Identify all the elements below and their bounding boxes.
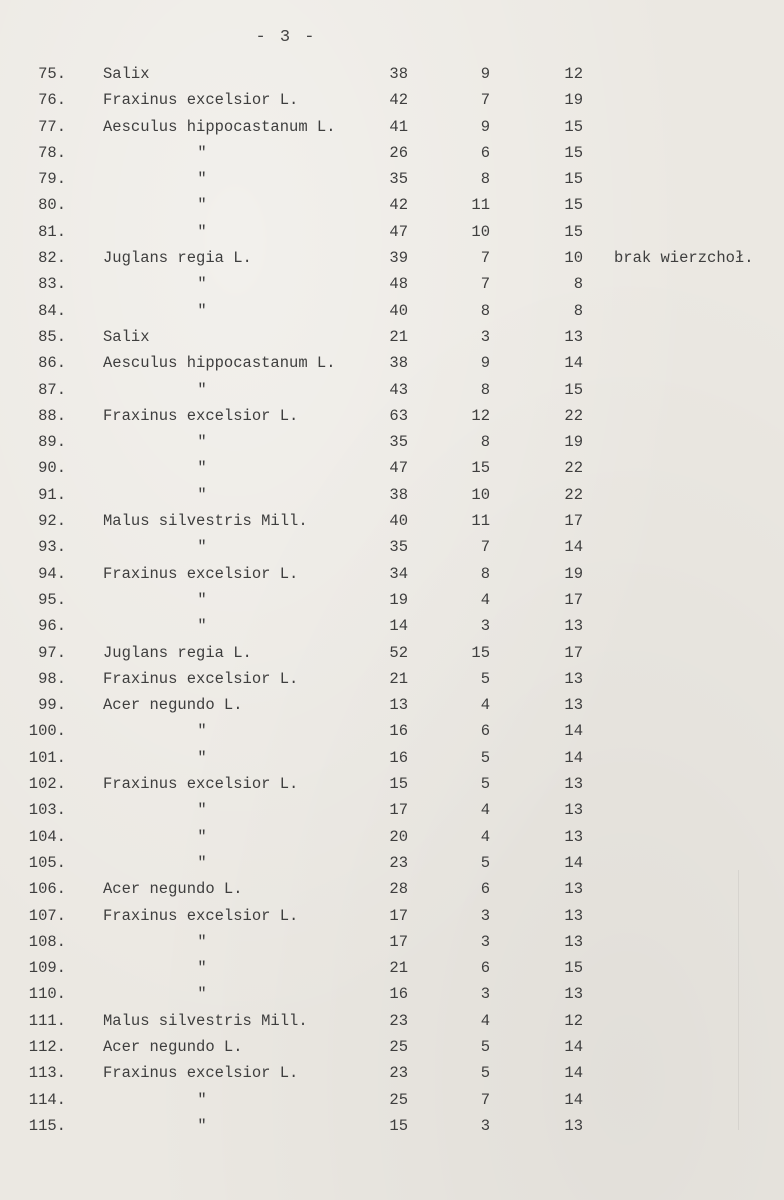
table-row <box>0 326 784 352</box>
value-col-3: 14 <box>564 1037 583 1056</box>
row-number: 76. <box>38 91 66 110</box>
value-col-2: 8 <box>480 380 490 399</box>
value-col-3: 13 <box>564 327 583 346</box>
value-col-3: 15 <box>564 143 583 162</box>
row-number: 111. <box>28 1011 66 1030</box>
value-col-2: 11 <box>471 512 490 531</box>
value-col-2: 5 <box>480 1037 490 1056</box>
table-row <box>0 1010 784 1036</box>
value-col-1: 42 <box>389 196 408 215</box>
value-col-3: 17 <box>564 590 583 609</box>
ditto-mark: " <box>197 222 207 241</box>
value-col-1: 52 <box>389 643 408 662</box>
value-col-2: 3 <box>480 906 490 925</box>
ditto-mark: " <box>197 196 207 215</box>
row-number: 87. <box>38 380 66 399</box>
species-name: Juglans regia L. <box>103 643 252 662</box>
value-col-2: 9 <box>480 65 490 83</box>
row-number: 106. <box>28 880 66 899</box>
value-col-3: 13 <box>564 775 583 794</box>
value-col-1: 34 <box>389 564 408 583</box>
row-number: 97. <box>38 643 66 662</box>
value-col-1: 16 <box>389 722 408 741</box>
ditto-mark: " <box>197 143 207 162</box>
species-name: Malus silvestris Mill. <box>103 512 308 531</box>
table-row <box>0 668 784 694</box>
value-col-3: 13 <box>564 1116 583 1135</box>
row-number: 99. <box>38 696 66 715</box>
row-number: 92. <box>38 512 66 531</box>
value-col-1: 13 <box>389 696 408 715</box>
value-col-2: 3 <box>480 985 490 1004</box>
table-row <box>0 1115 784 1141</box>
value-col-2: 8 <box>480 564 490 583</box>
value-col-2: 3 <box>480 932 490 951</box>
value-col-3: 22 <box>564 485 583 504</box>
ditto-mark: " <box>197 1116 207 1135</box>
value-col-1: 23 <box>389 1011 408 1030</box>
value-col-3: 13 <box>564 669 583 688</box>
row-number: 86. <box>38 354 66 373</box>
value-col-3: 13 <box>564 880 583 899</box>
value-col-3: 17 <box>564 643 583 662</box>
value-col-2: 5 <box>480 748 490 767</box>
value-col-1: 40 <box>389 301 408 320</box>
value-col-2: 5 <box>480 775 490 794</box>
tree-inventory-table <box>0 63 784 1141</box>
value-col-1: 47 <box>389 459 408 478</box>
value-col-2: 8 <box>480 170 490 189</box>
species-name: Fraxinus excelsior L. <box>103 669 299 688</box>
value-col-1: 23 <box>389 1064 408 1083</box>
value-col-1: 38 <box>389 354 408 373</box>
value-col-3: 17 <box>564 512 583 531</box>
ditto-mark: " <box>197 722 207 741</box>
remark: brak wierzchoł. <box>614 249 754 268</box>
row-number: 101. <box>28 748 66 767</box>
table-row <box>0 431 784 457</box>
row-number: 95. <box>38 590 66 609</box>
value-col-1: 20 <box>389 827 408 846</box>
table-row <box>0 300 784 326</box>
value-col-1: 25 <box>389 1037 408 1056</box>
value-col-3: 15 <box>564 380 583 399</box>
ditto-mark: " <box>197 538 207 557</box>
row-number: 77. <box>38 117 66 136</box>
table-row <box>0 510 784 536</box>
value-col-2: 4 <box>480 827 490 846</box>
value-col-1: 16 <box>389 985 408 1004</box>
row-number: 100. <box>28 722 66 741</box>
table-row <box>0 563 784 589</box>
value-col-2: 12 <box>471 406 490 425</box>
ditto-mark: " <box>197 617 207 636</box>
ditto-mark: " <box>197 932 207 951</box>
species-name: Fraxinus excelsior L. <box>103 775 299 794</box>
value-col-1: 21 <box>389 669 408 688</box>
row-number: 79. <box>38 170 66 189</box>
species-name: Acer negundo L. <box>103 1037 243 1056</box>
row-number: 94. <box>38 564 66 583</box>
species-name: Aesculus hippocastanum L. <box>103 354 336 373</box>
table-row <box>0 116 784 142</box>
value-col-3: 14 <box>564 538 583 557</box>
value-col-2: 8 <box>480 433 490 452</box>
value-col-3: 13 <box>564 985 583 1004</box>
value-col-2: 10 <box>471 485 490 504</box>
table-row <box>0 194 784 220</box>
value-col-3: 13 <box>564 617 583 636</box>
ditto-mark: " <box>197 301 207 320</box>
row-number: 113. <box>28 1064 66 1083</box>
table-row <box>0 405 784 431</box>
ditto-mark: " <box>197 801 207 820</box>
value-col-2: 6 <box>480 880 490 899</box>
value-col-3: 12 <box>564 1011 583 1030</box>
table-row <box>0 826 784 852</box>
value-col-2: 5 <box>480 1064 490 1083</box>
value-col-3: 19 <box>564 564 583 583</box>
row-number: 102. <box>28 775 66 794</box>
value-col-3: 14 <box>564 354 583 373</box>
value-col-2: 4 <box>480 590 490 609</box>
value-col-3: 14 <box>564 748 583 767</box>
table-row <box>0 931 784 957</box>
table-row <box>0 720 784 746</box>
value-col-3: 8 <box>573 301 583 320</box>
table-row <box>0 168 784 194</box>
row-number: 91. <box>38 485 66 504</box>
value-col-3: 14 <box>564 722 583 741</box>
ditto-mark: " <box>197 985 207 1004</box>
value-col-1: 40 <box>389 512 408 531</box>
value-col-3: 8 <box>573 275 583 294</box>
table-row <box>0 589 784 615</box>
table-row <box>0 852 784 878</box>
value-col-3: 14 <box>564 853 583 872</box>
row-number: 93. <box>38 538 66 557</box>
ditto-mark: " <box>197 748 207 767</box>
species-name: Acer negundo L. <box>103 696 243 715</box>
value-col-1: 17 <box>389 906 408 925</box>
row-number: 82. <box>38 249 66 268</box>
value-col-2: 3 <box>480 617 490 636</box>
species-name: Fraxinus excelsior L. <box>103 564 299 583</box>
value-col-1: 35 <box>389 433 408 452</box>
table-row <box>0 536 784 562</box>
table-row <box>0 905 784 931</box>
value-col-1: 47 <box>389 222 408 241</box>
table-row <box>0 1089 784 1115</box>
value-col-2: 8 <box>480 301 490 320</box>
value-col-3: 15 <box>564 170 583 189</box>
ditto-mark: " <box>197 590 207 609</box>
table-row <box>0 457 784 483</box>
value-col-2: 4 <box>480 801 490 820</box>
value-col-3: 14 <box>564 1064 583 1083</box>
ditto-mark: " <box>197 827 207 846</box>
value-col-1: 14 <box>389 617 408 636</box>
species-name: Fraxinus excelsior L. <box>103 906 299 925</box>
row-number: 83. <box>38 275 66 294</box>
row-number: 112. <box>28 1037 66 1056</box>
value-col-2: 11 <box>471 196 490 215</box>
table-row <box>0 142 784 168</box>
value-col-1: 23 <box>389 853 408 872</box>
table-row <box>0 694 784 720</box>
table-row <box>0 642 784 668</box>
value-col-1: 38 <box>389 65 408 83</box>
row-number: 88. <box>38 406 66 425</box>
value-col-3: 15 <box>564 117 583 136</box>
value-col-3: 15 <box>564 222 583 241</box>
row-number: 103. <box>28 801 66 820</box>
ditto-mark: " <box>197 275 207 294</box>
row-number: 105. <box>28 853 66 872</box>
row-number: 81. <box>38 222 66 241</box>
value-col-1: 15 <box>389 775 408 794</box>
value-col-1: 16 <box>389 748 408 767</box>
row-number: 85. <box>38 327 66 346</box>
table-row <box>0 747 784 773</box>
table-row <box>0 221 784 247</box>
value-col-3: 13 <box>564 906 583 925</box>
value-col-2: 7 <box>480 249 490 268</box>
species-name: Fraxinus excelsior L. <box>103 1064 299 1083</box>
value-col-1: 39 <box>389 249 408 268</box>
value-col-1: 42 <box>389 91 408 110</box>
value-col-1: 21 <box>389 959 408 978</box>
table-row <box>0 63 784 89</box>
value-col-3: 22 <box>564 459 583 478</box>
row-number: 84. <box>38 301 66 320</box>
table-row <box>0 352 784 378</box>
table-row <box>0 89 784 115</box>
value-col-2: 7 <box>480 1090 490 1109</box>
value-col-1: 17 <box>389 932 408 951</box>
value-col-2: 6 <box>480 959 490 978</box>
value-col-1: 35 <box>389 538 408 557</box>
table-row <box>0 983 784 1009</box>
value-col-2: 9 <box>480 117 490 136</box>
table-row <box>0 273 784 299</box>
value-col-2: 9 <box>480 354 490 373</box>
row-number: 75. <box>38 65 66 83</box>
table-row <box>0 1036 784 1062</box>
value-col-1: 35 <box>389 170 408 189</box>
value-col-3: 13 <box>564 696 583 715</box>
table-row <box>0 615 784 641</box>
value-col-2: 7 <box>480 275 490 294</box>
value-col-2: 6 <box>480 143 490 162</box>
row-number: 108. <box>28 932 66 951</box>
value-col-2: 7 <box>480 91 490 110</box>
row-number: 96. <box>38 617 66 636</box>
value-col-3: 15 <box>564 196 583 215</box>
table-row <box>0 878 784 904</box>
row-number: 107. <box>28 906 66 925</box>
value-col-1: 15 <box>389 1116 408 1135</box>
value-col-2: 5 <box>480 853 490 872</box>
page-number: - 3 - <box>255 28 317 47</box>
ditto-mark: " <box>197 1090 207 1109</box>
paper-crease <box>738 870 739 1130</box>
ditto-mark: " <box>197 170 207 189</box>
table-row <box>0 1062 784 1088</box>
row-number: 98. <box>38 669 66 688</box>
species-name: Acer negundo L. <box>103 880 243 899</box>
value-col-1: 43 <box>389 380 408 399</box>
value-col-3: 19 <box>564 91 583 110</box>
table-row <box>0 799 784 825</box>
row-number: 115. <box>28 1116 66 1135</box>
table-row <box>0 773 784 799</box>
value-col-1: 38 <box>389 485 408 504</box>
species-name: Malus silvestris Mill. <box>103 1011 308 1030</box>
value-col-2: 3 <box>480 1116 490 1135</box>
ditto-mark: " <box>197 459 207 478</box>
value-col-3: 13 <box>564 801 583 820</box>
value-col-2: 15 <box>471 643 490 662</box>
table-row <box>0 247 784 273</box>
value-col-1: 25 <box>389 1090 408 1109</box>
species-name: Salix <box>103 65 150 83</box>
value-col-3: 13 <box>564 827 583 846</box>
value-col-2: 4 <box>480 1011 490 1030</box>
value-col-2: 5 <box>480 669 490 688</box>
ditto-mark: " <box>197 380 207 399</box>
ditto-mark: " <box>197 433 207 452</box>
value-col-1: 26 <box>389 143 408 162</box>
table-row <box>0 957 784 983</box>
value-col-3: 15 <box>564 959 583 978</box>
table-row <box>0 484 784 510</box>
value-col-3: 22 <box>564 406 583 425</box>
value-col-1: 48 <box>389 275 408 294</box>
species-name: Aesculus hippocastanum L. <box>103 117 336 136</box>
species-name: Fraxinus excelsior L. <box>103 406 299 425</box>
species-name: Juglans regia L. <box>103 249 252 268</box>
ditto-mark: " <box>197 853 207 872</box>
value-col-2: 15 <box>471 459 490 478</box>
value-col-1: 17 <box>389 801 408 820</box>
value-col-2: 6 <box>480 722 490 741</box>
row-number: 110. <box>28 985 66 1004</box>
value-col-2: 4 <box>480 696 490 715</box>
species-name: Salix <box>103 327 150 346</box>
row-number: 89. <box>38 433 66 452</box>
row-number: 78. <box>38 143 66 162</box>
value-col-3: 19 <box>564 433 583 452</box>
value-col-1: 21 <box>389 327 408 346</box>
value-col-1: 28 <box>389 880 408 899</box>
row-number: 114. <box>28 1090 66 1109</box>
row-number: 80. <box>38 196 66 215</box>
value-col-3: 10 <box>564 249 583 268</box>
species-name: Fraxinus excelsior L. <box>103 91 299 110</box>
value-col-3: 13 <box>564 932 583 951</box>
ditto-mark: " <box>197 485 207 504</box>
value-col-3: 12 <box>564 65 583 83</box>
value-col-1: 63 <box>389 406 408 425</box>
value-col-1: 19 <box>389 590 408 609</box>
value-col-1: 41 <box>389 117 408 136</box>
row-number: 104. <box>28 827 66 846</box>
value-col-2: 7 <box>480 538 490 557</box>
row-number: 109. <box>28 959 66 978</box>
table-row <box>0 379 784 405</box>
value-col-2: 3 <box>480 327 490 346</box>
value-col-2: 10 <box>471 222 490 241</box>
ditto-mark: " <box>197 959 207 978</box>
value-col-3: 14 <box>564 1090 583 1109</box>
row-number: 90. <box>38 459 66 478</box>
